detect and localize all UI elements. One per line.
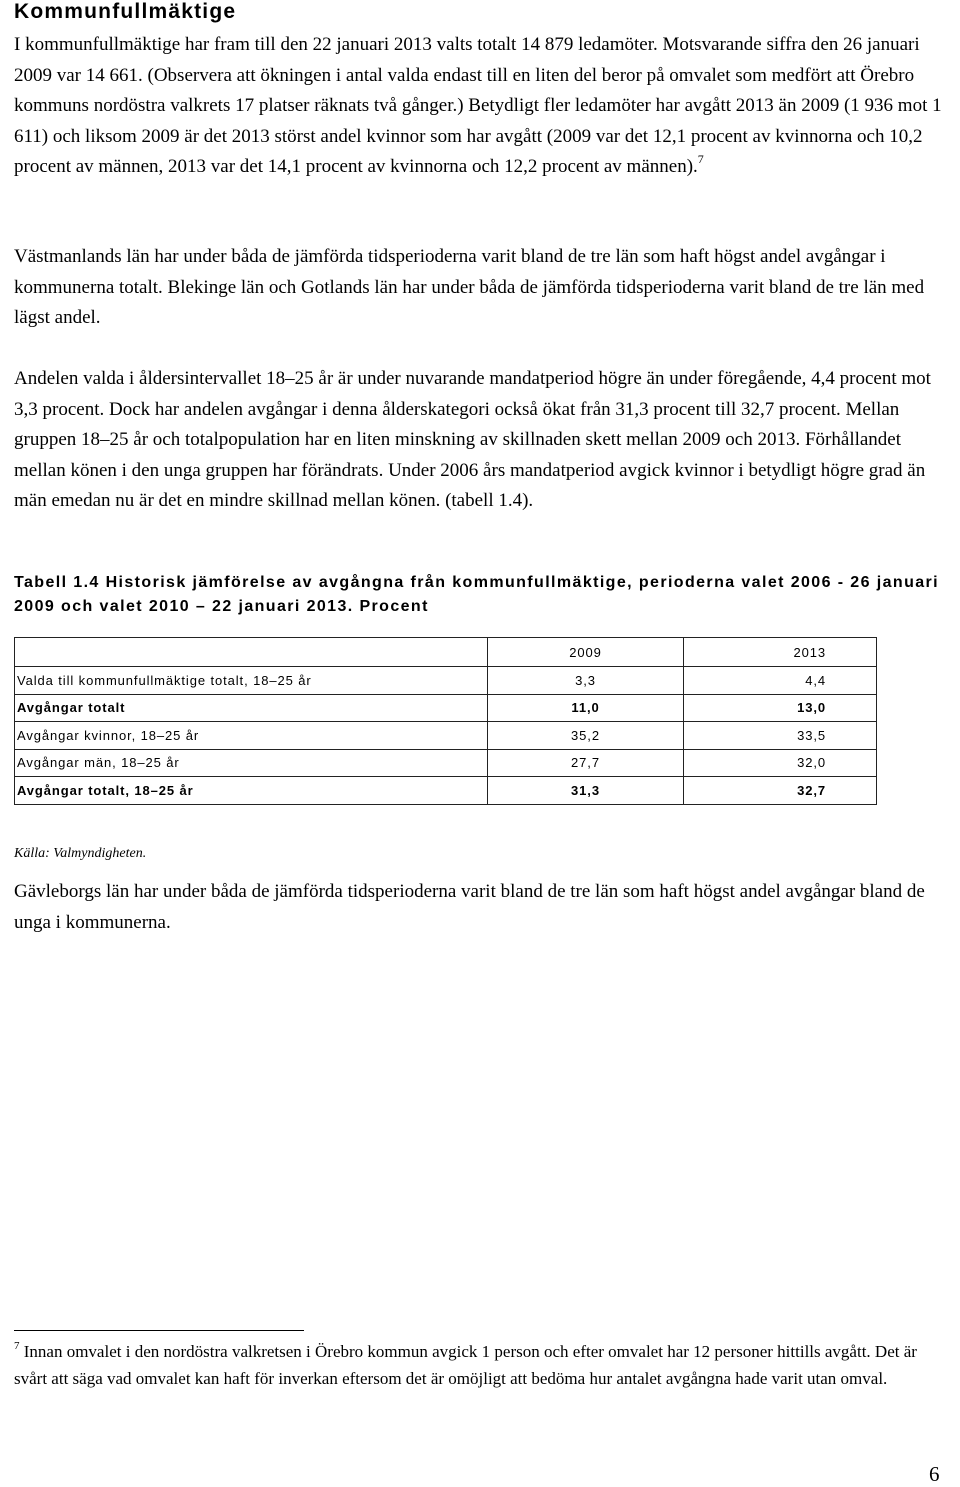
paragraph-age-interval: Andelen valda i åldersintervallet 18–25 år är under nuvarande mandatperiod högre än under föregående, 4,4 procent mot 3,3 procent. Dock har andelen avgångar i denna ålderskategori också ökat från 31,3 procent till 32,7 procent. Mellan gruppen 18–25 år och totalpopulation har en liten minskning av skillnaden skett mellan 2009 och 2013. Förhållandet mellan könen i den unga gruppen har förändrats. Under 2006 års mandatperiod avgick kvinnor i betydligt högre grad än män emedan nu är det en mindre skillnad mellan könen. (tabell 1.4).: [14, 368, 931, 512]
table-header-row: [15, 638, 877, 667]
table-cell-value: 4,4: [684, 667, 877, 695]
paragraph-kommunfullmaktige-summary: [14, 30, 946, 183]
table-row: [15, 722, 877, 750]
footnote-number: 7: [14, 1340, 20, 1352]
footnote: [14, 1339, 946, 1392]
table-row: [15, 667, 877, 695]
comparison-table: [14, 637, 877, 805]
table-cell-value: 35,2: [488, 722, 684, 750]
table-cell-value: 32,0: [684, 749, 877, 777]
paragraph-gavleborg: Gävleborgs län har under båda de jämförda tidsperioderna varit bland de tre län som haft högst andel avgångar bland de unga i kommunerna.: [14, 881, 925, 933]
table-cell-value: 3,3: [488, 667, 684, 695]
table-row: [15, 777, 877, 805]
table-cell-value: 33,5: [684, 722, 877, 750]
table-cell-label: Avgångar totalt, 18–25 år: [15, 777, 488, 805]
section-heading: Kommunfullmäktige: [14, 0, 237, 23]
table-row: [15, 749, 877, 777]
table-row: [15, 694, 877, 722]
table-cell-value: 31,3: [488, 777, 684, 805]
table-cell-value: 27,7: [488, 749, 684, 777]
table-source-note: Källa: Valmyndigheten.: [14, 846, 147, 861]
table-header-cell: [15, 638, 488, 667]
table-cell-label: Avgångar män, 18–25 år: [15, 749, 488, 777]
table-cell-value: 13,0: [684, 694, 877, 722]
footnote-text: Innan omvalet i den nordöstra valkretsen i Örebro kommun avgick 1 person och efter omvalet har 12 personer hittills avgått. Det är svårt att säga vad omvalet kan haft för inverkan eftersom det är omöjligt att bedöma hur antalet avgångna hade varit utan omval.: [14, 1342, 917, 1388]
table-header-cell: 2009: [488, 638, 684, 667]
table-cell-label: Valda till kommunfullmäktige totalt, 18–25 år: [15, 667, 488, 695]
table-caption: Tabell 1.4 Historisk jämförelse av avgångna från kommunfullmäktige, perioderna valet 2006 - 26 januari 2009 och valet 2010 – 22 januari 2013. Procent: [14, 574, 940, 615]
table-cell-label: Avgångar kvinnor, 18–25 år: [15, 722, 488, 750]
footnote-reference[interactable]: 7: [697, 152, 704, 167]
table-cell-label: Avgångar totalt: [15, 694, 488, 722]
paragraph-text: I kommunfullmäktige har fram till den 22 januari 2013 valts totalt 14 879 ledamöter. Motsvarande siffra den 26 januari 2009 var 14 661. (Observera att ökningen i antal valda endast till en liten del beror på omvalet som medfört att Örebro kommuns nordöstra valkrets 17 platser räknats två gånger.) Betydligt fler ledamöter har avgått 2013 än 2009 (1 936 mot 1 611) och liksom 2009 är det 2013 störst andel kvinnor som har avgått (2009 var det 12,1 procent av kvinnorna och 10,2 procent av männen, 2013 var det 14,1 procent av kvinnorna och 12,2 procent av männen).: [14, 34, 942, 178]
table-cell-value: 11,0: [488, 694, 684, 722]
table-cell-value: 32,7: [684, 777, 877, 805]
footnote-divider: [14, 1330, 304, 1331]
table-header-cell: 2013: [684, 638, 877, 667]
page-number: 6: [929, 1462, 940, 1486]
paragraph-vastmanland: Västmanlands län har under båda de jämförda tidsperioderna varit bland de tre län som haft högst andel avgångar i kommunerna totalt. Blekinge län och Gotlands län har under båda de jämförda tidsperioderna varit bland de tre län med lägst andel.: [14, 246, 925, 329]
